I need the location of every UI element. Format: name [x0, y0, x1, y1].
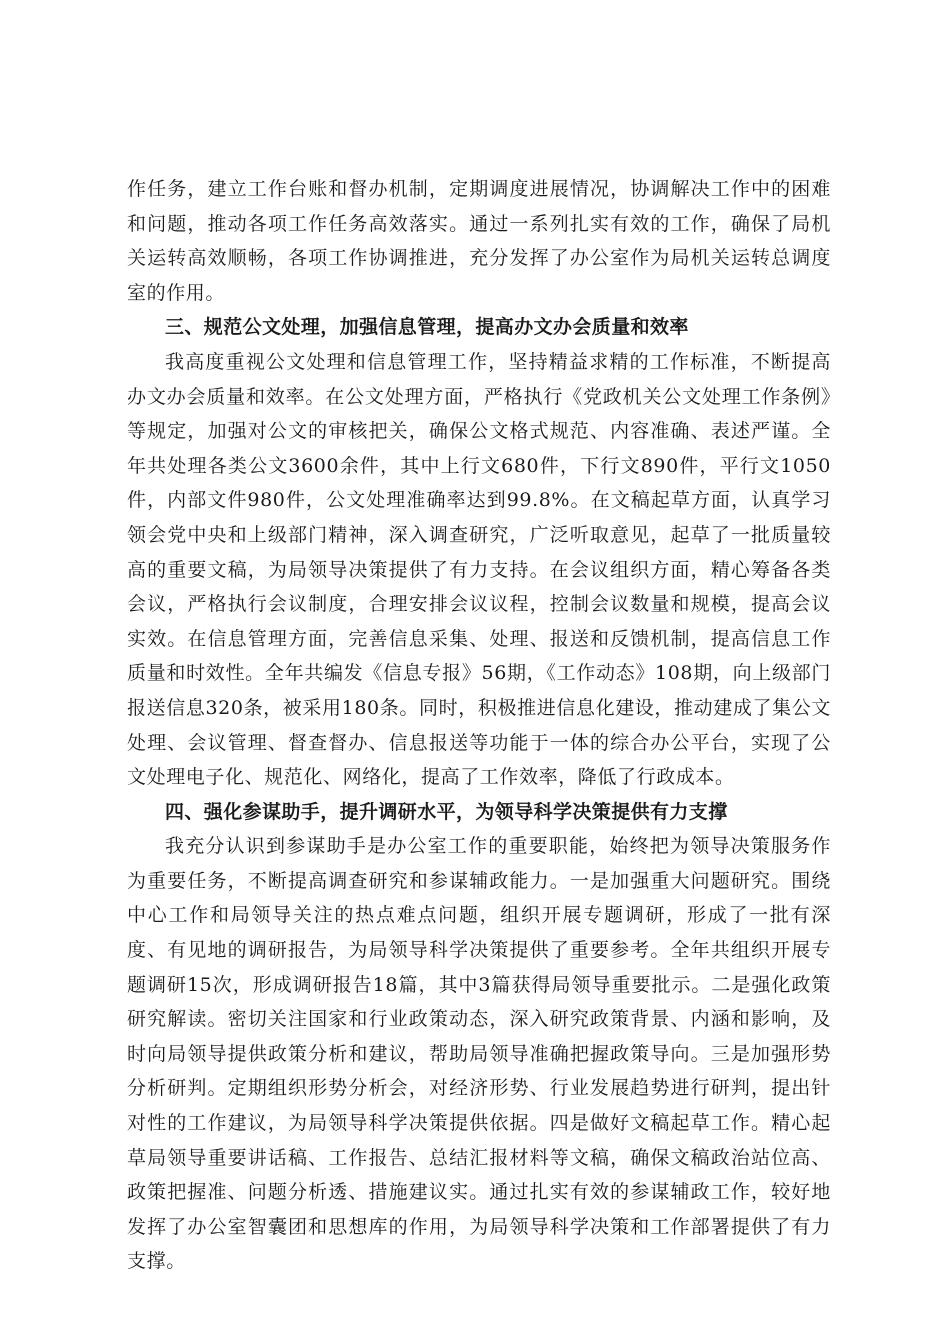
section-heading-4: 四、强化参谋助手，提升调研水平，为领导科学决策提供有力支撑 — [165, 800, 728, 823]
document-body — [127, 172, 831, 1279]
section-body-4: 我充分认识到参谋助手是办公室工作的重要职能，始终把为领导决策服务作为重要任务，不断提高调查研究和参谋辅政能力。一是加强重大问题研究。围绕中心工作和局领导关注的热点难点问题，组织开展专题调研，形成了一批有深度、有见地的调研报告，为局领导科学决策提供了重要参考。全年共组织开展专题调研15次，形成调研报告18篇，其中3篇获得局领导重要批示。二是强化政策研究解读。密切关注国家和行业政策动态，深入研究政策背景、内涵和影响，及时向局领导提供政策分析和建议，帮助局领导准确把握政策导向。三是加强形势分析研判。定期组织形势分析会，对经济形势、行业发展趋势进行研判，提出针对性的工作建议，为局领导科学决策提供依据。四是做好文稿起草工作。精心起草局领导重要讲话稿、工作报告、总结汇报材料等文稿，确保文稿政治站位高、政策把握准、问题分析透、措施建议实。通过扎实有效的参谋辅政工作，较好地发挥了办公室智囊团和思想库的作用，为局领导科学决策和工作部署提供了有力支撑。 — [127, 835, 831, 1273]
section-body-3: 我高度重视公文处理和信息管理工作，坚持精益求精的工作标准，不断提高办文办会质量和效率。在公文处理方面，严格执行《党政机关公文处理工作条例》等规定，加强对公文的审核把关，确保公文格式规范、内容准确、表述严谨。全年共处理各类公文3600余件，其中上行文680件，下行文890件，平行文1050件，内部文件980件，公文处理准确率达到99.8%。在文稿起草方面，认真学习领会党中央和上级部门精神，深入调查研究，广泛听取意见，起草了一批质量较高的重要文稿，为局领导决策提供了有力支持。在会议组织方面，精心筹备各类会议，严格执行会议制度，合理安排会议议程，控制会议数量和规模，提高会议实效。在信息管理方面，完善信息采集、处理、报送和反馈机制，提高信息工作质量和时效性。全年共编发《信息专报》56期，《工作动态》108期，向上级部门报送信息320条，被采用180条。同时，积极推进信息化建设，推动建成了集公文处理、会议管理、督查督办、信息报送等功能于一体的综合办公平台，实现了公文处理电子化、规范化、网络化，提高了工作效率，降低了行政成本。 — [127, 350, 831, 789]
continuation-paragraph: 作任务，建立工作台账和督办机制，定期调度进展情况，协调解决工作中的困难和问题，推动各项工作任务高效落实。通过一系列扎实有效的工作，确保了局机关运转高效顺畅，各项工作协调推进，充分发挥了办公室作为局机关运转总调度室的作用。 — [127, 178, 831, 304]
section-heading-3: 三、规范公文处理，加强信息管理，提高办文办会质量和效率 — [165, 316, 689, 339]
